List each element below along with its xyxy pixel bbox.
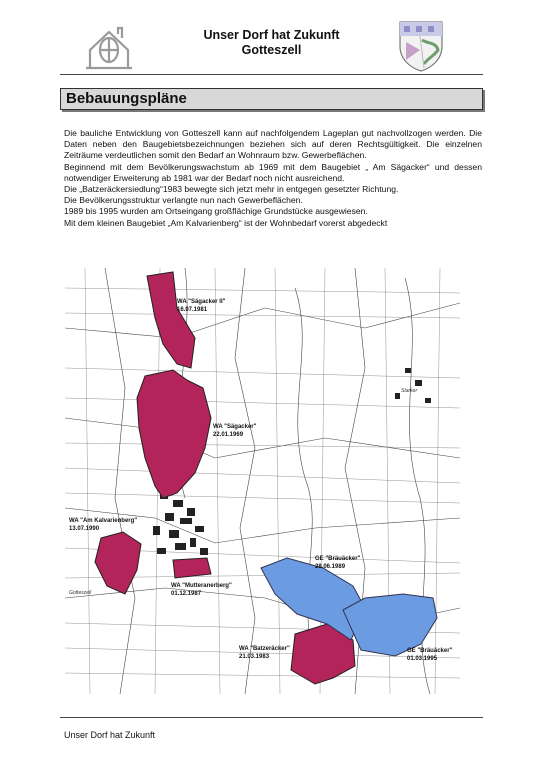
paragraph-batzeraecker: Die „Batzeräckersiedlung“1983 bewegte sich jetzt mehr in entgegen gesetzter Richtung. (64, 184, 399, 195)
paragraph-intro: Die bauliche Entwicklung von Gotteszell kann auf nachfolgendem Lageplan gut nachvollzogen werden. Die Daten neben den Baugebietsbezeichnungen beziehen sich auf deren Rechtsgültigkeit. Die einzelnen Zeiträume verdeutlichen somit den Bedarf an Wohnraum bzw. Gewerbeflächen. (64, 128, 482, 161)
label-mutteranerberg-date: 01.12.1987 (171, 591, 202, 597)
label-braeuaecker-1989-date: 28.06.1989 (315, 564, 346, 570)
paragraph-structure: Die Bevölkerungsstruktur verlangte nun nach Gewerbeflächen. (64, 195, 303, 206)
label-saegacker-2-name: WA "Sägacker II" (177, 299, 226, 305)
footer-text: Unser Dorf hat Zukunft (64, 730, 156, 740)
label-braeuaecker-1995-date: 01.03.1995 (407, 656, 438, 662)
header-subtitle: Gotteszell (241, 43, 302, 57)
label-kalvarienberg-date: 13.07.1990 (69, 526, 100, 532)
label-braeuaecker-1995-name: GE "Bräuäcker" (407, 648, 453, 654)
label-batzeraecker-date: 21.03.1983 (239, 654, 270, 660)
section-title: Bebauungspläne (66, 90, 187, 107)
label-saegacker-date: 22.01.1969 (213, 432, 244, 438)
place-label-gotteszell: Gotteszell (69, 590, 92, 596)
page-header (60, 14, 483, 74)
label-mutteranerberg-name: WA "Mutteranerberg" (171, 583, 232, 589)
paragraph-kalvarienberg: Mit dem kleinen Baugebiet „Am Kalvarienberg“ ist der Wohnbedarf vorerst abgedeckt (64, 217, 388, 228)
paragraph-1989-1995: 1989 bis 1995 wurden am Ortseingang großflächige Grundstücke ausgewiesen. (64, 206, 368, 217)
label-kalvarienberg-name: WA "Am Kalvarienberg" (69, 518, 138, 524)
label-batzeraecker-name: WA "Batzeräcker" (239, 646, 290, 652)
label-saegacker-name: WA "Sägacker" (213, 424, 257, 430)
header-divider (60, 74, 483, 75)
label-saegacker-2-date: 16.07.1981 (177, 307, 208, 313)
header-title: Unser Dorf hat Zukunft (203, 28, 340, 42)
area-mutteranerberg (173, 558, 211, 578)
place-label-starker: Starker (401, 388, 418, 394)
development-plan-map (65, 268, 460, 694)
coat-of-arms-icon (398, 20, 444, 72)
section-title-box (60, 88, 483, 110)
footer-divider (60, 717, 483, 718)
label-braeuaecker-1989-name: GE "Bräuäcker" (315, 556, 361, 562)
body-text (64, 128, 482, 229)
paragraph-growth: Beginnend mit dem Bevölkerungswachstum ab 1969 mit dem Baugebiet „ Am Sägacker“ und dessen notwendiger Erweiterung ab 1981 war der Bedarf noch nicht ausreichend. (64, 161, 482, 183)
